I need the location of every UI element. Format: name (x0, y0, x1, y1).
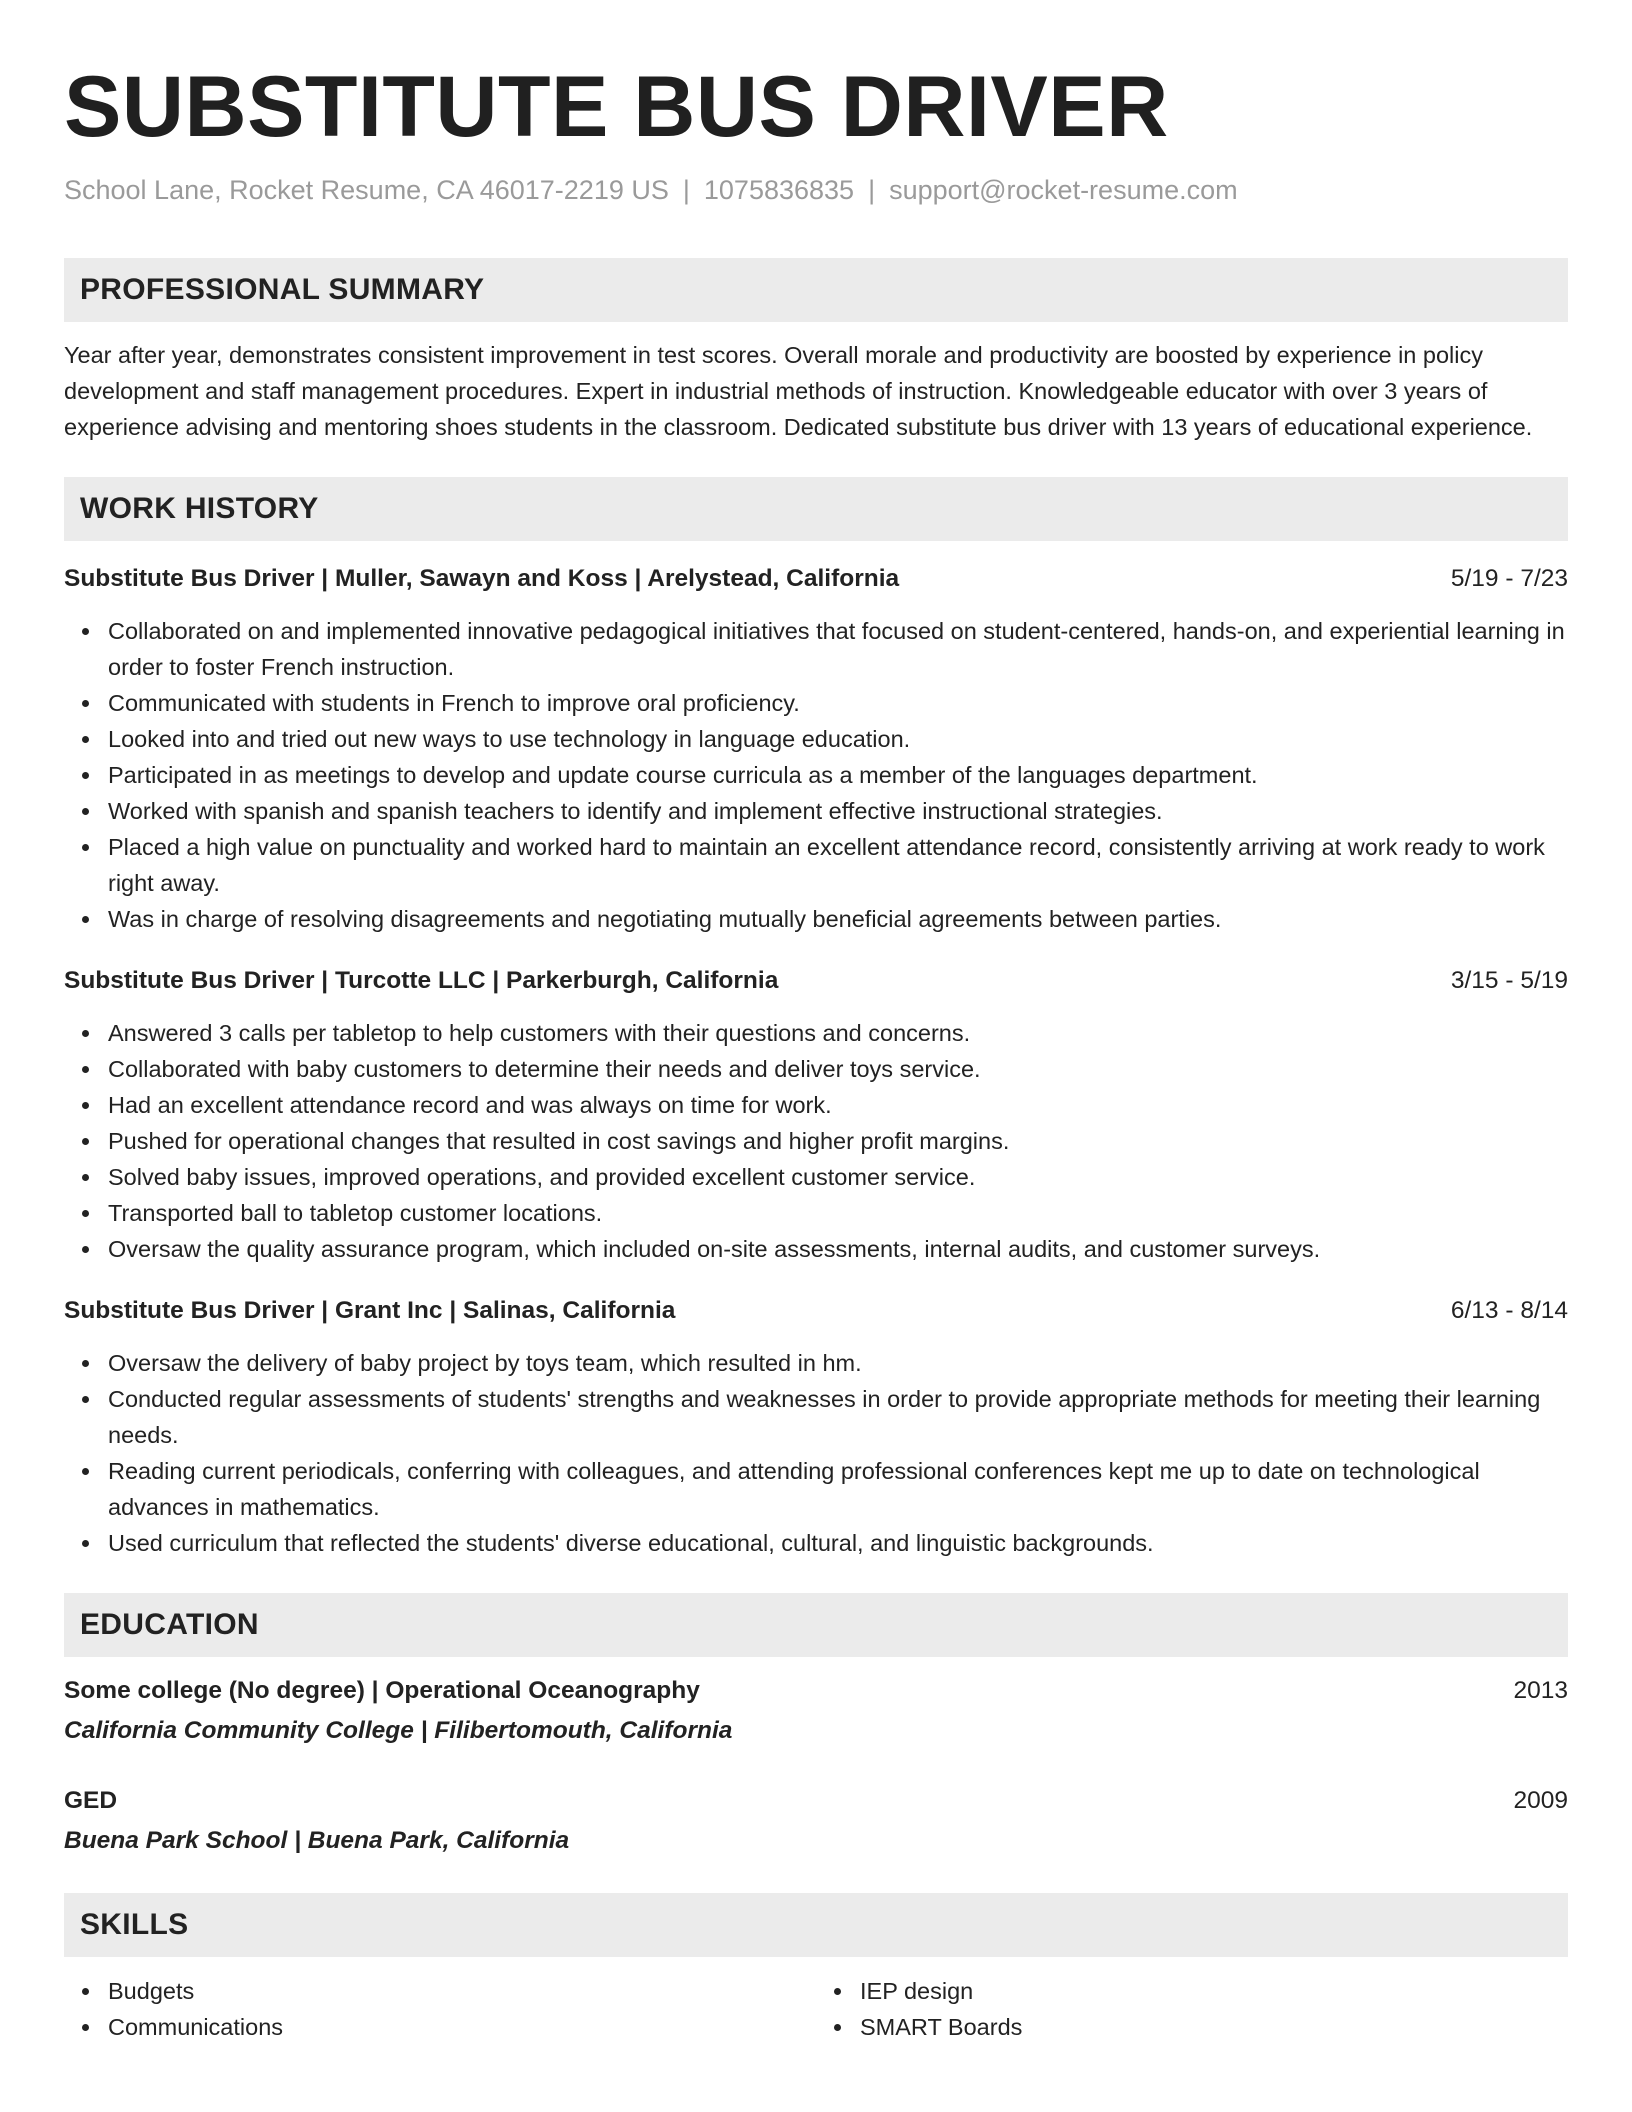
job-bullet: Answered 3 calls per tabletop to help customers with their questions and concerns. (108, 1015, 1568, 1051)
education-header (64, 1783, 1568, 1819)
education-year: 2013 (1513, 1677, 1568, 1705)
job-bullet: Had an excellent attendance record and was always on time for work. (108, 1087, 1568, 1123)
job-bullet: Conducted regular assessments of students' strengths and weaknesses in order to provide appropriate methods for meeting their learning needs. (108, 1381, 1568, 1453)
job-bullet: Collaborated with baby customers to determine their needs and deliver toys service. (108, 1051, 1568, 1087)
job-bullet: Transported ball to tabletop customer locations. (108, 1195, 1568, 1231)
education-school: Buena Park School | Buena Park, California (64, 1827, 570, 1855)
job-dates: 3/15 - 5/19 (1450, 967, 1568, 995)
education-entry (64, 1783, 1568, 1859)
skill-item: IEP design (860, 1973, 1568, 2009)
job-header (64, 963, 1568, 999)
job-entry (64, 1293, 1568, 1561)
skills-section-header: SKILLS (64, 1893, 1568, 1957)
education-degree: GED (64, 1787, 118, 1815)
job-bullet: Worked with spanish and spanish teachers to identify and implement effective instructional strategies. (108, 793, 1568, 829)
skills-columns (64, 1973, 1568, 2045)
resume-title: SUBSTITUTE BUS DRIVER (64, 59, 1169, 155)
job-bullet: Oversaw the quality assurance program, which included on-site assessments, internal audits, and customer surveys. (108, 1231, 1568, 1267)
education-section-header: EDUCATION (64, 1593, 1568, 1657)
contact-address: School Lane, Rocket Resume, CA 46017-2219 US (64, 175, 669, 205)
skills-list-right (816, 1973, 1568, 2045)
job-bullet: Solved baby issues, improved operations, and provided excellent customer service. (108, 1159, 1568, 1195)
job-bullet-list (64, 1345, 1568, 1561)
job-dates: 6/13 - 8/14 (1450, 1297, 1568, 1325)
job-heading: Substitute Bus Driver | Muller, Sawayn and Koss | Arelystead, California (64, 565, 900, 593)
skill-item: Budgets (108, 1973, 816, 2009)
skill-item: SMART Boards (860, 2009, 1568, 2045)
education-header (64, 1673, 1568, 1709)
work-history-section-header: WORK HISTORY (64, 477, 1568, 541)
job-heading: Substitute Bus Driver | Grant Inc | Salinas, California (64, 1297, 676, 1325)
education-degree: Some college (No degree) | Operational Oceanography (64, 1677, 700, 1705)
contact-line (64, 174, 1568, 206)
job-bullet: Reading current periodicals, conferring with colleagues, and attending professional conferences kept me up to date on technological advances in mathematics. (108, 1453, 1568, 1525)
education-entry (64, 1673, 1568, 1749)
job-bullet: Used curriculum that reflected the students' diverse educational, cultural, and linguistic backgrounds. (108, 1525, 1568, 1561)
job-header (64, 1293, 1568, 1329)
contact-email: support@rocket-resume.com (889, 175, 1238, 205)
education-year: 2009 (1513, 1787, 1568, 1815)
job-bullet: Participated in as meetings to develop and update course curricula as a member of the languages department. (108, 757, 1568, 793)
job-dates: 5/19 - 7/23 (1450, 565, 1568, 593)
job-bullet-list (64, 1015, 1568, 1267)
job-bullet: Looked into and tried out new ways to use technology in language education. (108, 721, 1568, 757)
education-school: California Community College | Filibertomouth, California (64, 1717, 733, 1745)
job-bullet: Collaborated on and implemented innovative pedagogical initiatives that focused on student-centered, hands-on, and experiential learning in order to foster French instruction. (108, 613, 1568, 685)
job-heading: Substitute Bus Driver | Turcotte LLC | Parkerburgh, California (64, 967, 779, 995)
job-bullet: Placed a high value on punctuality and worked hard to maintain an excellent attendance record, consistently arriving at work ready to work right away. (108, 829, 1568, 901)
contact-phone: 1075836835 (703, 175, 855, 205)
skills-list-left (64, 1973, 816, 2045)
summary-text: Year after year, demonstrates consistent improvement in test scores. Overall morale and productivity are boosted by experience in policy development and staff management procedures. Expert in industrial methods of instruction. Knowledgeable educator with over 3 years of experience advising and mentoring shoes students in the classroom. Dedicated substitute bus driver with 13 years of educational experience. (64, 342, 1533, 441)
contact-separator: | (682, 175, 690, 205)
job-bullet: Oversaw the delivery of baby project by toys team, which resulted in hm. (108, 1345, 1568, 1381)
job-bullet-list (64, 613, 1568, 937)
contact-separator: | (868, 175, 876, 205)
job-bullet: Pushed for operational changes that resulted in cost savings and higher profit margins. (108, 1123, 1568, 1159)
job-bullet: Communicated with students in French to improve oral proficiency. (108, 685, 1568, 721)
summary-section-header: PROFESSIONAL SUMMARY (64, 258, 1568, 322)
job-header (64, 561, 1568, 597)
job-bullet: Was in charge of resolving disagreements and negotiating mutually beneficial agreements between parties. (108, 901, 1568, 937)
job-entry (64, 561, 1568, 937)
job-entry (64, 963, 1568, 1267)
skill-item: Communications (108, 2009, 816, 2045)
